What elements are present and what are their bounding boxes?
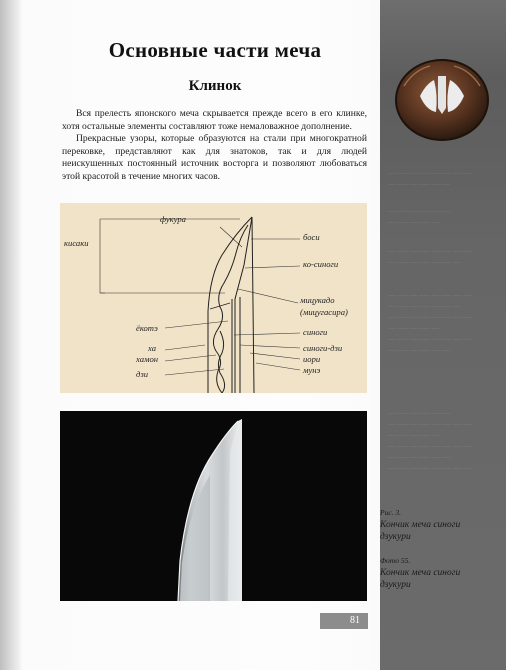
blade-photo-image [60, 411, 367, 601]
label-ko-shinogi: ко-синоги [303, 259, 339, 269]
photo-ref: Фото 55. [380, 556, 411, 565]
label-yokote: ёкотэ [136, 323, 158, 333]
bleed-through-text: — ― — ― — ― — ― — ― — ― — ― — [388, 246, 472, 267]
paragraph: Прекрасные узоры, которые образуются на стали при многократной перековке, представляют как для знатоков, так и для людей неискушенных постоянный источник восторга и позволяют любоваться этой красотой в течение многих часов. [62, 133, 367, 182]
blade-tip-photo [60, 411, 367, 601]
paragraph: Вся прелесть японского меча скрывается прежде всего в его клинке, хотя остальные элементы составляют тоже немаловажное дополнение. [62, 108, 367, 132]
body-text [62, 108, 367, 183]
bleed-through-text: — ― — ― — ― — ― — ― — ― — ― — ― — ― — — ― — ― — ― — ― — ― — ― — ― — ― — ― — ― — ― [388, 408, 472, 473]
label-hamon: хамон [136, 354, 159, 364]
tsuba-image [380, 0, 506, 150]
label-boshi: боси [303, 232, 320, 242]
label-ihori: иори [303, 354, 321, 364]
label-kisaki: кисаки [64, 238, 89, 248]
book-spine-shadow [0, 0, 22, 670]
label-ji: дзи [136, 369, 148, 379]
bleed-through-text: — ― — ― — ― — ― — ― — [388, 206, 451, 227]
label-shinogi: синоги [303, 327, 328, 337]
blade-tip-diagram [60, 203, 367, 393]
photo-caption: Кончик меча синоги дзукури [380, 568, 461, 590]
bleed-through-text: — ― — ― — ― — ― — ― — ― — ― — — ― — ― — ― — ― — ― — ― — — ― — ― — ― — ― — ― — ― — ― [388, 290, 472, 355]
figure-caption: Кончик меча синоги дзукури [380, 520, 461, 542]
bleed-through-text: — ― — ― — ― — ― — ― — ― — ― [388, 168, 472, 189]
label-ha: ха [148, 343, 156, 353]
page-title: Основные части меча [108, 38, 322, 62]
label-mitsugashira: (мицугасира) [300, 307, 348, 317]
label-mitsukado: мицукадо [300, 295, 335, 305]
label-shinogi-ji: синоги-дзи [303, 343, 343, 353]
section-title: Клинок [188, 78, 242, 94]
label-mune: мунэ [303, 365, 321, 375]
figure-ref: Рис. 3. [380, 508, 402, 517]
page-number: 81 [320, 613, 368, 629]
label-fukura: фукура [160, 214, 186, 224]
